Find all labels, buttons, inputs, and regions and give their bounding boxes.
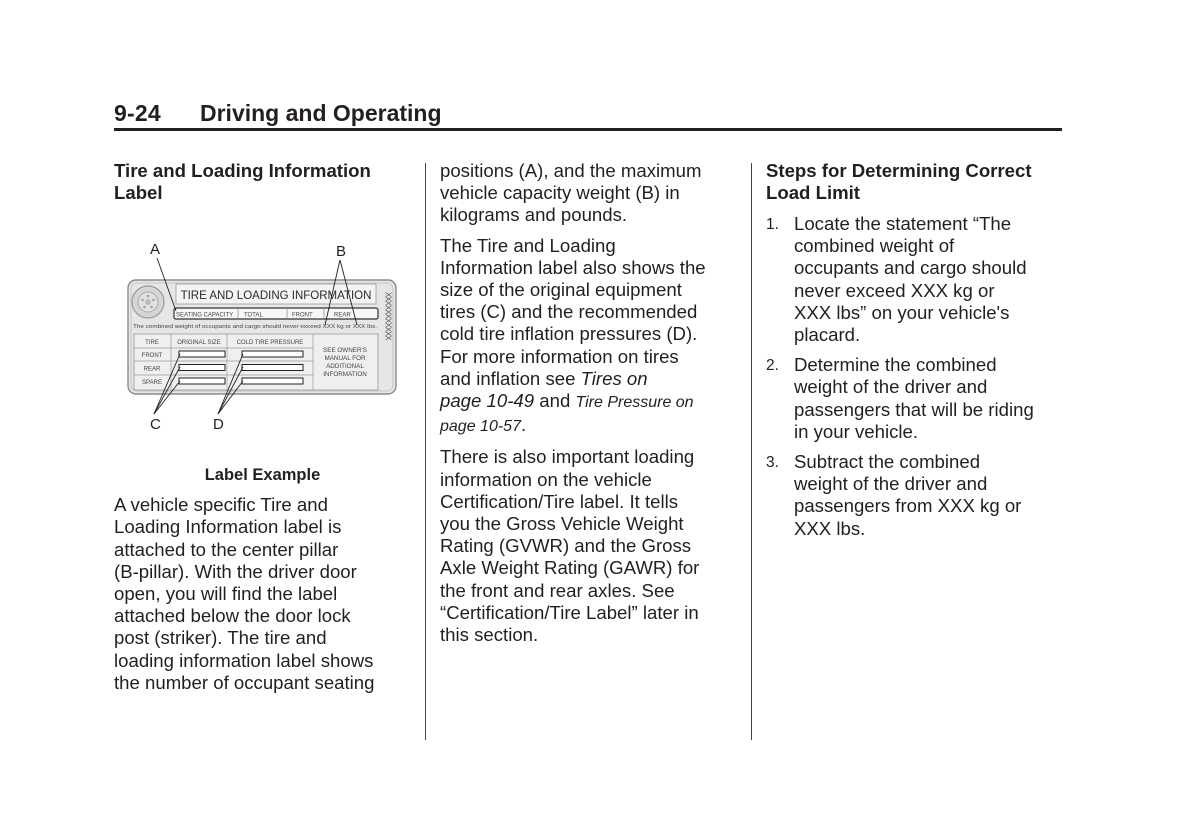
step-item bbox=[766, 354, 1066, 443]
text-line: “Certification/Tire Label” later in bbox=[440, 601, 699, 623]
text-line bbox=[440, 414, 740, 438]
column-3 bbox=[766, 160, 1066, 548]
text-line: kilograms and pounds. bbox=[440, 204, 628, 226]
row-spare: SPARE bbox=[142, 380, 162, 386]
column-2 bbox=[440, 160, 740, 646]
text-line: tires (C) and the recommended bbox=[440, 301, 698, 323]
text-line: Certification/Tire label. It tells bbox=[440, 490, 679, 512]
column-divider-2 bbox=[751, 163, 752, 740]
text-line: Determine the combined bbox=[794, 354, 997, 376]
rear-field: REAR bbox=[334, 312, 351, 319]
cross-reference-tire-pressure-page[interactable]: page 10-57 bbox=[440, 418, 521, 436]
text-line bbox=[440, 390, 740, 414]
callout-c: C bbox=[150, 416, 161, 433]
heading-line: Load Limit bbox=[766, 182, 860, 203]
text-line: loading information label shows bbox=[114, 649, 374, 671]
side-note-line: INFORMATION bbox=[323, 371, 367, 378]
text-line: XXX lbs. bbox=[794, 517, 866, 539]
callout-a: A bbox=[150, 241, 161, 258]
paragraph-certification-label bbox=[440, 446, 740, 646]
text-line: (B-pillar). With the driver door bbox=[114, 560, 357, 582]
text-line: A vehicle specific Tire and bbox=[114, 494, 328, 516]
text-line: Information label also shows the bbox=[440, 256, 706, 278]
callout-b: B bbox=[336, 243, 347, 260]
side-note-line: ADDITIONAL bbox=[326, 363, 364, 370]
text-line: Locate the statement “The bbox=[794, 213, 1012, 234]
text-line: For more information on tires bbox=[440, 345, 679, 367]
text-line: in your vehicle. bbox=[794, 420, 919, 442]
text-line: information on the vehicle bbox=[440, 468, 652, 490]
side-note-line: MANUAL FOR bbox=[324, 355, 366, 362]
text-line: vehicle capacity weight (B) in bbox=[440, 182, 680, 204]
text-line: XXX lbs” on your vehicle's bbox=[794, 301, 1010, 323]
paragraph-continued bbox=[440, 160, 740, 227]
step-number: 3. bbox=[766, 454, 779, 472]
paragraph-label-contents bbox=[440, 235, 740, 439]
text-line: open, you will find the label bbox=[114, 583, 338, 605]
text-line: size of the original equipment bbox=[440, 279, 682, 301]
text-line: Loading Information label is bbox=[114, 516, 342, 538]
step-item bbox=[766, 451, 1066, 540]
text-fragment: . bbox=[520, 414, 527, 436]
step-item bbox=[766, 213, 1066, 346]
text-line: weight of the driver and bbox=[794, 376, 988, 398]
text-line: placard. bbox=[794, 324, 861, 346]
paragraph-label-location bbox=[114, 494, 414, 694]
text-line: attached below the door lock bbox=[114, 605, 351, 627]
callout-d: D bbox=[213, 416, 224, 433]
row-rear: REAR bbox=[143, 366, 161, 373]
text-line: the front and rear axles. See bbox=[440, 579, 675, 601]
text-line: weight of the driver and bbox=[794, 473, 988, 495]
section-heading-load-limit bbox=[766, 160, 1066, 204]
front-field: FRONT bbox=[292, 312, 313, 319]
weight-statement: The combined weight of occupants and cargo should never exceed XXX kg or XXX lbs. bbox=[133, 324, 377, 330]
seating-capacity-field: SEATING CAPACITY bbox=[176, 312, 234, 319]
text-line: passengers from XXX kg or bbox=[794, 495, 1022, 517]
table-header-tire: TIRE bbox=[145, 340, 159, 346]
table-header-cold-tire-pressure: COLD TIRE PRESSURE bbox=[236, 340, 304, 346]
text-line: Axle Weight Rating (GAWR) for bbox=[440, 557, 700, 579]
text-line bbox=[440, 368, 740, 390]
text-line: post (striker). The tire and bbox=[114, 627, 327, 649]
text-line: positions (A), and the maximum bbox=[440, 160, 702, 181]
heading-line: Tire and Loading Information bbox=[114, 160, 371, 181]
table-header-original-size: ORIGINAL SIZE bbox=[177, 340, 221, 346]
figure-caption: Label Example bbox=[204, 466, 321, 484]
label-illustration bbox=[114, 234, 414, 434]
text-line: cold tire inflation pressures (D). bbox=[440, 323, 698, 345]
tire-icon bbox=[132, 286, 164, 318]
section-title: Driving and Operating bbox=[200, 100, 442, 126]
column-divider-1 bbox=[425, 163, 426, 740]
text-line: the number of occupant seating bbox=[114, 671, 375, 693]
row-front: FRONT bbox=[141, 353, 163, 359]
text-line: occupants and cargo should bbox=[794, 257, 1027, 279]
header-rule bbox=[114, 128, 1062, 131]
edge-marks: XXXXXXXXXXX bbox=[383, 292, 393, 340]
text-line: There is also important loading bbox=[440, 446, 695, 468]
text-line: Rating (GVWR) and the Gross bbox=[440, 535, 692, 557]
text-line: combined weight of bbox=[794, 235, 955, 257]
text-line: this section. bbox=[440, 624, 539, 646]
step-number: 1. bbox=[766, 216, 779, 233]
tire-loading-label-figure bbox=[114, 234, 414, 434]
cross-reference-tires[interactable]: Tires on bbox=[580, 367, 648, 389]
heading-line: Steps for Determining Correct bbox=[766, 160, 1032, 181]
cross-reference-tires-page[interactable]: page 10-49 bbox=[440, 390, 535, 412]
section-heading-tire-loading-label bbox=[114, 160, 414, 204]
side-note-line: SEE OWNER'S bbox=[323, 347, 367, 354]
column-1 bbox=[114, 160, 414, 694]
text-line: never exceed XXX kg or bbox=[794, 279, 995, 301]
page-number: 9-24 bbox=[114, 100, 161, 126]
text-line: The Tire and Loading bbox=[440, 234, 616, 256]
text-line: attached to the center pillar bbox=[114, 538, 339, 560]
label-title: TIRE AND LOADING INFORMATION bbox=[180, 290, 372, 302]
text-fragment: and bbox=[534, 390, 576, 412]
text-line: passengers that will be riding bbox=[794, 398, 1034, 420]
text-line: Subtract the combined bbox=[794, 451, 981, 473]
heading-line: Label bbox=[114, 182, 163, 203]
cross-reference-tire-pressure[interactable]: Tire Pressure on bbox=[575, 394, 694, 412]
text-line: you the Gross Vehicle Weight bbox=[440, 513, 684, 535]
load-limit-steps bbox=[766, 213, 1066, 540]
text-fragment: and inflation see bbox=[440, 367, 581, 389]
total-field: TOTAL bbox=[244, 312, 263, 319]
step-number: 2. bbox=[766, 357, 779, 375]
